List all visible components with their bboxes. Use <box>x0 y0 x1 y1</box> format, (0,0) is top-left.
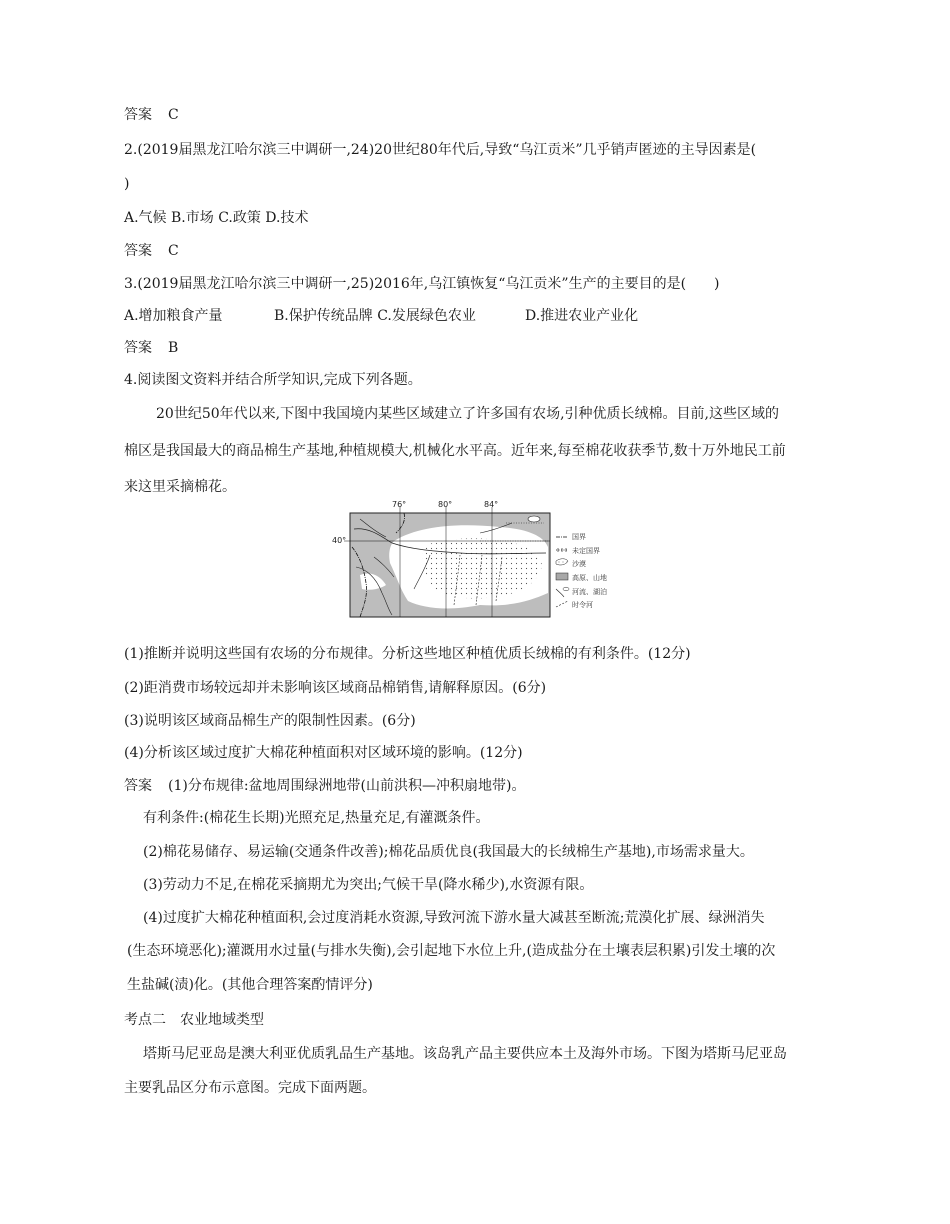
q4-intro: 4.阅读图文资料并结合所学知识,完成下列各题。 <box>124 372 422 388</box>
q3-option-d: D.推进农业产业化 <box>525 308 639 324</box>
answer-value: C <box>168 243 179 259</box>
answer-value: C <box>168 107 179 123</box>
q3-stem: 3.(2019届黑龙江哈尔滨三中调研一,25)2016年,乌江镇恢复“乌江贡米”生产的主要目的是( ) <box>124 276 720 292</box>
q2-options: A.气候 B.市场 C.政策 D.技术 <box>124 210 309 226</box>
q4-answer-line4-cont1: (生态环境恶化);灌溉用水过量(与排水失衡),会引起地下水位上升,(造成盐分在土壤表层积累)引发土壤的次 <box>127 943 776 959</box>
q2-stem: 2.(2019届黑龙江哈尔滨三中调研一,24)20世纪80年代后,导致“乌江贡米”几乎销声匿迹的主导因素是( <box>124 142 757 158</box>
legend-label-river-lake: 河流、湖泊 <box>572 588 607 596</box>
section-paragraph-line1: 塔斯马尼亚岛是澳大利亚优质乳品生产基地。该岛乳产品主要供应本土及海外市场。下图为塔斯马尼亚岛 <box>143 1046 787 1062</box>
q2-stem-cont: ) <box>124 176 130 192</box>
q3-answer-line <box>124 338 178 358</box>
answer-label: 答案 <box>124 243 152 259</box>
q4-paragraph-line1: 20世纪50年代以来,下图中我国境内某些区域建立了许多国有农场,引种优质长绒棉。目前,这些区域的 <box>156 406 779 422</box>
q4-paragraph-line2: 棉区是我国最大的商品棉生产基地,种植规模大,机械化水平高。近年来,每至棉花收获季节,数十万外地民工前 <box>124 443 786 459</box>
answer-label: 答案 <box>124 107 152 123</box>
q4-sub4: (4)分析该区域过度扩大棉花种植面积对区域环境的影响。(12分) <box>124 745 523 761</box>
legend-label-seasonal-river: 时令河 <box>572 601 593 609</box>
lon-label-84: 84° <box>484 500 499 509</box>
legend-label-undetermined-border: 未定国界 <box>572 547 600 555</box>
q2-answer-line <box>124 241 179 261</box>
lon-label-80: 80° <box>438 500 453 509</box>
q4-sub3: (3)说明该区域商品棉生产的限制性因素。(6分) <box>124 713 416 729</box>
map-legend <box>556 532 607 609</box>
tarim-basin-map <box>330 497 620 621</box>
answer-label: 答案 <box>124 778 152 794</box>
q4-sub2: (2)距消费市场较远却并未影响该区域商品棉销售,请解释原因。(6分) <box>124 680 547 696</box>
q4-answer-line1b: 有利条件:(棉花生长期)光照充足,热量充足,有灌溉条件。 <box>143 810 490 826</box>
q4-answer-line4: (4)过度扩大棉花种植面积,会过度消耗水资源,导致河流下游水量大减甚至断流;荒漠化扩展、绿洲消失 <box>143 910 765 926</box>
lat-label-40: 40° <box>332 536 347 545</box>
lon-label-76: 76° <box>392 500 407 509</box>
q3-option-a: A.增加粮食产量 <box>124 308 223 324</box>
section-paragraph-line2: 主要乳品区分布示意图。完成下面两题。 <box>124 1080 376 1096</box>
legend-label-desert: 沙漠 <box>572 560 586 568</box>
q4-sub1: (1)推断并说明这些国有农场的分布规律。分析这些地区种植优质长绒棉的有利条件。(12分) <box>124 646 691 662</box>
answer-label: 答案 <box>124 340 152 356</box>
q3-option-bc: B.保护传统品牌 C.发展绿色农业 <box>274 308 476 324</box>
map-figure <box>330 497 620 621</box>
q4-paragraph-line3: 来这里采摘棉花。 <box>124 479 236 495</box>
answer-value: B <box>168 340 179 356</box>
q4-answer-line4-cont2: 生盐碱(渍)化。(其他合理答案酌情评分) <box>127 977 373 993</box>
legend-label-border: 国界 <box>572 533 586 541</box>
q4-answer-line1 <box>124 776 525 796</box>
q4-answer-line3: (3)劳动力不足,在棉花采摘期尤为突出;气候干旱(降水稀少),水资源有限。 <box>143 877 594 893</box>
q4-answer-line2: (2)棉花易储存、易运输(交通条件改善);棉花品质优良(我国最大的长绒棉生产基地),市场需求量大。 <box>143 844 754 860</box>
q1-answer-line <box>124 105 179 125</box>
legend-label-plateau: 高原、山地 <box>572 574 607 582</box>
answer-text-1: (1)分布规律:盆地周围绿洲地带(山前洪积—冲积扇地带)。 <box>168 778 526 794</box>
section-title: 考点二 农业地域类型 <box>124 1012 264 1028</box>
